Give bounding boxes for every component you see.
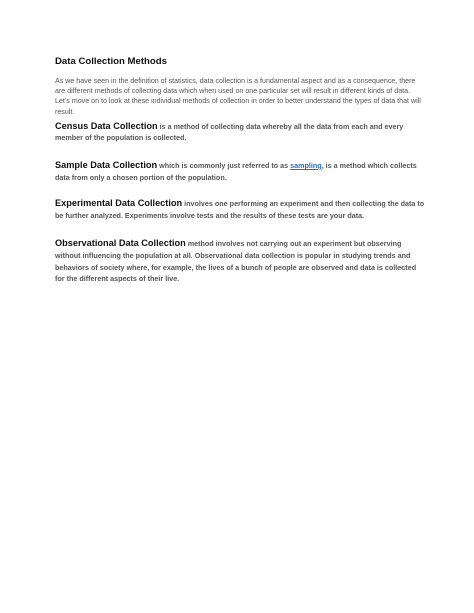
document-content (55, 56, 425, 285)
experimental-description: involves one performing an experiment and then collecting the data to be further analyzed. Experiments involve tests and the results of these tests are your data. (55, 199, 425, 220)
page-title: Data Collection Methods (55, 56, 167, 67)
sampling-link[interactable]: sampling (290, 161, 322, 170)
sample-section (55, 160, 425, 183)
experimental-term: Experimental Data Collection (55, 198, 183, 209)
census-term: Census Data Collection (55, 120, 158, 131)
experimental-section (55, 198, 425, 221)
sample-description-before: which is commonly just referred to as (157, 161, 291, 170)
sample-description-after: , is a method which collects data from only a chosen portion of the population. (55, 161, 417, 182)
census-description: is a method of collecting data whereby all the data from each and every member of the population is collected. (55, 121, 404, 143)
observational-description: method involves not carrying out an experiment but observing without influencing the population at all. Observational data collection is popular in studying trends and behaviors of society where, for example, the lives of a bunch of people are observed and data is collected for the different aspects of their live. (55, 239, 417, 284)
census-section (55, 121, 425, 144)
observational-term: Observational Data Collection (55, 238, 186, 249)
observational-section (55, 238, 425, 284)
intro-paragraph: As we have seen in the definition of statistics, data collection is a fundamental aspect and as a consequence, there are different methods of collecting data which when used on one particular set will result in different kinds of data. Let’s move on to look at these individual methods of collection in order to better understand the types of data that will result. (55, 77, 421, 116)
sample-term: Sample Data Collection (55, 160, 158, 170)
